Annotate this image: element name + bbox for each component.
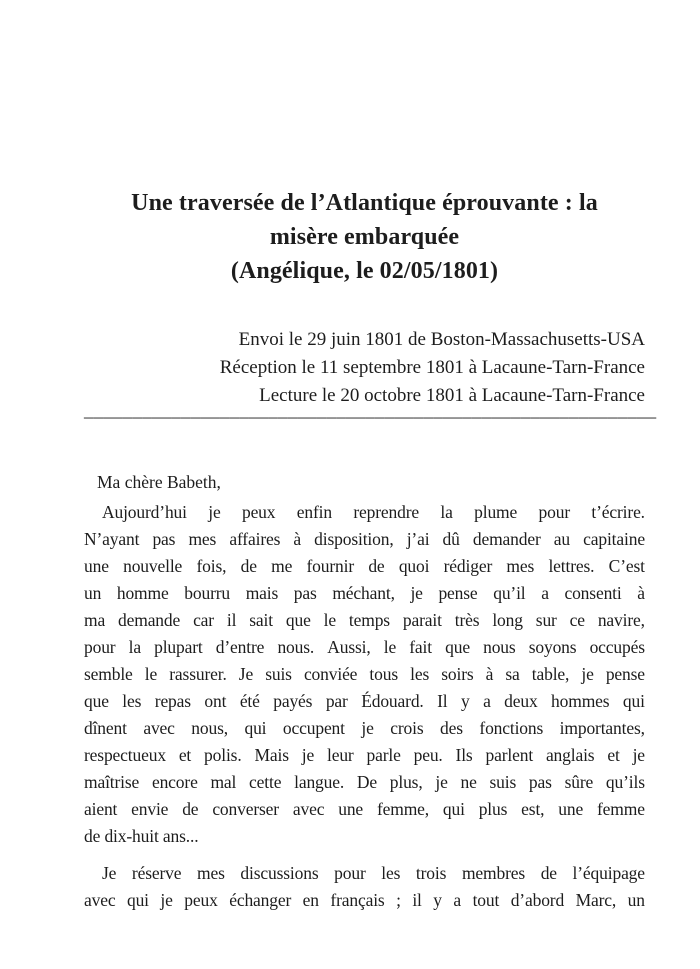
word: d’abord xyxy=(510,890,565,910)
word: français xyxy=(330,890,385,910)
word: tout xyxy=(472,890,500,910)
word: je xyxy=(301,745,315,765)
word: que xyxy=(285,610,311,630)
divider-rule xyxy=(84,400,657,426)
word: nous. xyxy=(277,637,315,657)
word: parait xyxy=(402,610,442,630)
word: repas xyxy=(154,691,191,711)
word: femme, xyxy=(376,799,429,819)
word: Je xyxy=(102,863,117,883)
word: N’ayant xyxy=(84,529,140,549)
word: pas xyxy=(293,583,317,603)
word: avec xyxy=(84,890,116,910)
word: un xyxy=(84,583,102,603)
word: envie xyxy=(131,799,169,819)
word: de xyxy=(182,799,199,819)
word: navire, xyxy=(597,610,645,630)
word: la xyxy=(440,502,453,522)
text-line xyxy=(84,887,645,914)
word: plus xyxy=(478,799,508,819)
word: bourru xyxy=(184,583,231,603)
word: qu’il xyxy=(493,583,526,603)
word: maîtrise xyxy=(84,772,140,792)
word: capitaine xyxy=(583,529,645,549)
word: à xyxy=(293,529,302,549)
word: nous xyxy=(483,637,516,657)
word: mes xyxy=(506,556,535,576)
word: Je xyxy=(238,664,254,684)
word: ont xyxy=(204,691,227,711)
paragraph xyxy=(84,499,645,850)
word: conviée xyxy=(303,664,358,684)
word: converser xyxy=(212,799,279,819)
word: plupart xyxy=(154,637,203,657)
word: la xyxy=(128,637,141,657)
word: occupent xyxy=(282,718,345,738)
word: disposition, xyxy=(314,529,394,549)
word: peu. xyxy=(413,745,443,765)
text-line xyxy=(84,860,645,887)
word: est, xyxy=(521,799,545,819)
word: parlent xyxy=(485,745,534,765)
word: je xyxy=(435,772,448,792)
text-line xyxy=(84,796,645,823)
word: le xyxy=(144,664,158,684)
word: une xyxy=(338,799,364,819)
word: nouvelle xyxy=(123,556,183,576)
word: le xyxy=(323,610,336,630)
word: mes xyxy=(197,863,225,883)
word: avec xyxy=(292,799,325,819)
word: membres xyxy=(461,863,526,883)
word: suis xyxy=(489,772,517,792)
word: je xyxy=(361,718,374,738)
word: et xyxy=(178,745,192,765)
word: pour xyxy=(538,502,570,522)
word: mes xyxy=(188,529,217,549)
text-line xyxy=(84,769,645,796)
word: qui xyxy=(622,691,645,711)
word: je xyxy=(410,583,423,603)
text-line xyxy=(84,742,645,769)
word: pas xyxy=(528,772,552,792)
text-line xyxy=(84,634,645,661)
word: demander xyxy=(472,529,541,549)
word: Aussi, xyxy=(327,637,371,657)
word: suis xyxy=(265,664,292,684)
word: me xyxy=(271,556,293,576)
word: encore xyxy=(151,772,198,792)
word: fait xyxy=(409,637,432,657)
word: enfin xyxy=(296,502,332,522)
word: ma xyxy=(84,610,106,630)
word: aient xyxy=(84,799,118,819)
word: très xyxy=(454,610,480,630)
word: sûre xyxy=(564,772,594,792)
word: importantes, xyxy=(559,718,645,738)
word: qui xyxy=(244,718,267,738)
word: à xyxy=(485,664,494,684)
word: y xyxy=(460,691,470,711)
word: pour xyxy=(84,637,116,657)
meta-line: Envoi le 29 juin 1801 de Boston-Massachusetts-USA xyxy=(238,329,645,350)
word: pas xyxy=(152,529,176,549)
text-line xyxy=(84,499,645,526)
word: Aujourd’hui xyxy=(102,502,187,522)
word: sait xyxy=(249,610,273,630)
word: pense xyxy=(438,583,478,603)
word: tous xyxy=(369,664,398,684)
word: de xyxy=(540,863,557,883)
word: De xyxy=(356,772,377,792)
word: qui xyxy=(126,890,149,910)
word: fonctions xyxy=(479,718,544,738)
word: rassurer. xyxy=(169,664,227,684)
word: méchant, xyxy=(332,583,395,603)
word: discussions xyxy=(240,863,319,883)
word: il xyxy=(412,890,422,910)
word: sa xyxy=(505,664,520,684)
word: les xyxy=(381,863,401,883)
word: pour xyxy=(334,863,366,883)
word: peux xyxy=(184,890,218,910)
word: de xyxy=(368,556,385,576)
word: long xyxy=(492,610,523,630)
word: t’écrire. xyxy=(591,502,645,522)
salutation: Ma chère Babeth, xyxy=(97,472,221,492)
word: temps xyxy=(348,610,390,630)
text-line: de dix-huit ans... xyxy=(84,826,199,846)
word: une xyxy=(558,799,584,819)
word: en xyxy=(302,890,319,910)
word: anglais xyxy=(545,745,595,765)
word: semble xyxy=(84,664,133,684)
word: affaires xyxy=(229,529,281,549)
word: à xyxy=(637,583,645,603)
word: a xyxy=(483,691,491,711)
word: des xyxy=(440,718,463,738)
word: peux xyxy=(241,502,276,522)
paragraph xyxy=(84,860,645,914)
word: et xyxy=(607,745,620,765)
word: reprendre xyxy=(353,502,420,522)
text-line xyxy=(84,688,645,715)
text-line xyxy=(84,526,645,553)
word: fois, xyxy=(196,556,227,576)
text-line xyxy=(84,661,645,688)
meta-line: Réception le 11 septembre 1801 à Lacaune-Tarn-France xyxy=(219,357,645,378)
word: ne xyxy=(460,772,477,792)
word: le xyxy=(383,637,397,657)
word: l’équipage xyxy=(572,863,645,883)
word: hommes xyxy=(551,691,610,711)
word: quoi xyxy=(398,556,430,576)
word: C’est xyxy=(608,556,645,576)
word: fournir xyxy=(306,556,355,576)
word: homme xyxy=(116,583,169,603)
letter-body xyxy=(84,499,645,914)
word: je xyxy=(581,664,594,684)
word: consenti xyxy=(564,583,622,603)
word: de xyxy=(240,556,257,576)
word: une xyxy=(84,556,109,576)
word: avec xyxy=(143,718,175,738)
word: demande xyxy=(118,610,181,630)
word: dînent xyxy=(84,718,127,738)
word: soirs xyxy=(441,664,474,684)
word: mal xyxy=(210,772,237,792)
word: je xyxy=(208,502,221,522)
title-line: misère embarquée xyxy=(269,224,460,250)
word: il xyxy=(226,610,237,630)
word: parle xyxy=(366,745,401,765)
word: par xyxy=(325,691,348,711)
word: Ils xyxy=(455,745,473,765)
word: Édouard. xyxy=(361,691,424,711)
word: a xyxy=(541,583,549,603)
word: car xyxy=(193,610,214,630)
word: je xyxy=(160,890,173,910)
word: été xyxy=(239,691,260,711)
word: nous, xyxy=(191,718,228,738)
word: plume xyxy=(474,502,518,522)
word: cette xyxy=(249,772,282,792)
word: occupés xyxy=(589,637,645,657)
word: ; xyxy=(396,890,401,910)
word: qu’ils xyxy=(605,772,645,792)
word: Mais xyxy=(254,745,289,765)
word: polis. xyxy=(204,745,242,765)
word: je xyxy=(632,745,645,765)
text-line xyxy=(84,580,645,607)
letter-meta xyxy=(84,326,645,410)
word: dû xyxy=(442,529,460,549)
word: payés xyxy=(273,691,313,711)
word: ce xyxy=(569,610,585,630)
text-line xyxy=(84,715,645,742)
word: que xyxy=(445,637,470,657)
divider-line: ___________________________________________________________ xyxy=(84,400,657,421)
word: réserve xyxy=(131,863,182,883)
text-line xyxy=(84,607,645,634)
letter-content xyxy=(84,186,657,914)
word: j’ai xyxy=(406,529,430,549)
text-line xyxy=(84,553,645,580)
word: soyons xyxy=(528,637,577,657)
word: table, xyxy=(531,664,570,684)
letter-title xyxy=(84,186,645,288)
word: pense xyxy=(605,664,645,684)
word: y xyxy=(433,890,442,910)
word: les xyxy=(410,664,430,684)
word: femme xyxy=(597,799,645,819)
word: que xyxy=(84,691,109,711)
word: Il xyxy=(437,691,448,711)
title-line: (Angélique, le 02/05/1801) xyxy=(230,258,499,284)
word: un xyxy=(627,890,645,910)
word: au xyxy=(553,529,571,549)
word: d’entre xyxy=(215,637,265,657)
word: leur xyxy=(326,745,354,765)
word: sur xyxy=(535,610,557,630)
title-line: Une traversée de l’Atlantique éprouvante : la xyxy=(131,190,598,216)
word: trois xyxy=(415,863,447,883)
word: qui xyxy=(442,799,465,819)
word: lettres. xyxy=(548,556,595,576)
word: mais xyxy=(245,583,279,603)
word: échanger xyxy=(229,890,292,910)
word: deux xyxy=(504,691,538,711)
word: les xyxy=(122,691,142,711)
word: crois xyxy=(390,718,424,738)
word: Marc, xyxy=(575,890,617,910)
word: plus, xyxy=(389,772,423,792)
word: a xyxy=(453,890,462,910)
meta-line: Lecture le 20 octobre 1801 à Lacaune-Tarn-France xyxy=(259,385,645,406)
word: respectueux xyxy=(84,745,166,765)
word: langue. xyxy=(294,772,345,792)
word: rédiger xyxy=(443,556,493,576)
